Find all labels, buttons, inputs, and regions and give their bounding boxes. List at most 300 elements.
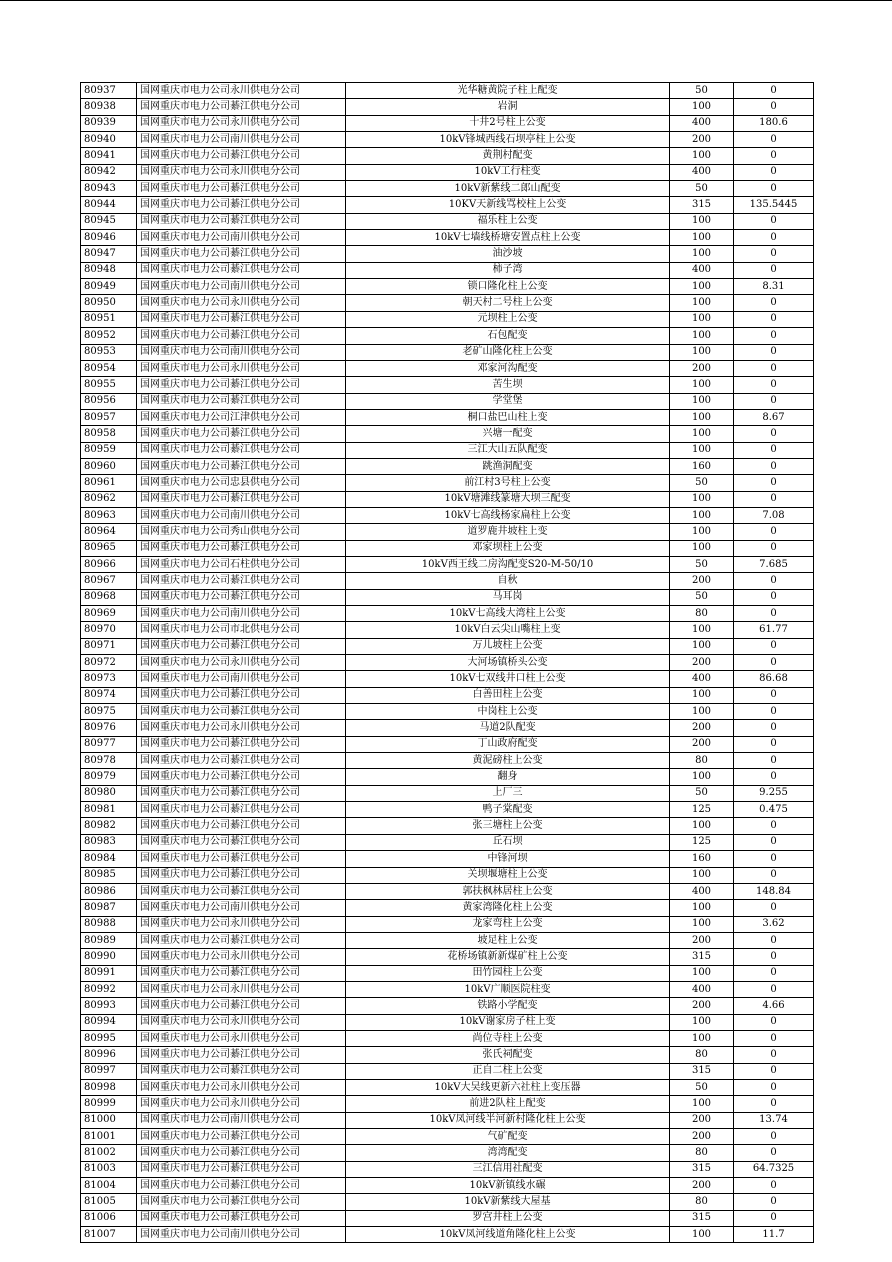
cell-company: 国网重庆市电力公司永川供电分公司 <box>137 1030 346 1046</box>
table-row <box>81 1145 814 1161</box>
cell-id: 80998 <box>81 1079 137 1095</box>
cell-value: 0 <box>734 753 814 769</box>
cell-value: 0 <box>734 132 814 148</box>
cell-capacity: 200 <box>670 360 734 376</box>
cell-company: 国网重庆市电力公司永川供电分公司 <box>137 115 346 131</box>
cell-value: 0 <box>734 524 814 540</box>
cell-id: 80980 <box>81 785 137 801</box>
cell-id: 80956 <box>81 393 137 409</box>
cell-capacity: 100 <box>670 1227 734 1243</box>
cell-capacity: 100 <box>670 507 734 523</box>
cell-transformer-name: 10kV凤河线道角隆化柱上公变 <box>346 1227 670 1243</box>
cell-transformer-name: 10kV七高线杨家扁柱上公变 <box>346 507 670 523</box>
cell-id: 81005 <box>81 1194 137 1210</box>
cell-transformer-name: 道罗鹿井坡柱上变 <box>346 524 670 540</box>
cell-transformer-name: 10kV新紫线二郎山配变 <box>346 181 670 197</box>
cell-transformer-name: 柿子湾 <box>346 262 670 278</box>
cell-capacity: 100 <box>670 524 734 540</box>
table-row <box>81 99 814 115</box>
cell-capacity: 50 <box>670 1079 734 1095</box>
cell-capacity: 100 <box>670 230 734 246</box>
cell-id: 80959 <box>81 442 137 458</box>
cell-company: 国网重庆市电力公司南川供电分公司 <box>137 344 346 360</box>
cell-value: 86.68 <box>734 671 814 687</box>
cell-company: 国网重庆市电力公司綦江供电分公司 <box>137 589 346 605</box>
cell-value: 0 <box>734 638 814 654</box>
cell-company: 国网重庆市电力公司南川供电分公司 <box>137 507 346 523</box>
cell-id: 80984 <box>81 851 137 867</box>
cell-transformer-name: 十井2号柱上公变 <box>346 115 670 131</box>
cell-transformer-name: 关坝堰塘柱上公变 <box>346 867 670 883</box>
cell-value: 0 <box>734 540 814 556</box>
cell-value: 0 <box>734 491 814 507</box>
cell-capacity: 315 <box>670 949 734 965</box>
table-row <box>81 1079 814 1095</box>
cell-transformer-name: 前江村3号柱上公变 <box>346 475 670 491</box>
cell-capacity: 400 <box>670 262 734 278</box>
cell-id: 80962 <box>81 491 137 507</box>
cell-id: 80997 <box>81 1063 137 1079</box>
cell-capacity: 400 <box>670 115 734 131</box>
cell-transformer-name: 10kV塘滩线篆塘大坝三配变 <box>346 491 670 507</box>
table-row <box>81 1096 814 1112</box>
table-row <box>81 1047 814 1063</box>
table-row <box>81 1161 814 1177</box>
cell-value: 0 <box>734 1047 814 1063</box>
cell-id: 80972 <box>81 655 137 671</box>
cell-transformer-name: 白善田柱上公变 <box>346 687 670 703</box>
table-row <box>81 834 814 850</box>
cell-capacity: 80 <box>670 753 734 769</box>
cell-capacity: 200 <box>670 132 734 148</box>
cell-value: 0 <box>734 736 814 752</box>
cell-company: 国网重庆市电力公司永川供电分公司 <box>137 655 346 671</box>
cell-capacity: 200 <box>670 1112 734 1128</box>
cell-id: 80965 <box>81 540 137 556</box>
cell-id: 80953 <box>81 344 137 360</box>
cell-transformer-name: 罗宫井柱上公变 <box>346 1210 670 1226</box>
cell-capacity: 50 <box>670 589 734 605</box>
table-row <box>81 1227 814 1243</box>
table-row <box>81 655 814 671</box>
cell-value: 0 <box>734 1194 814 1210</box>
table-row <box>81 704 814 720</box>
cell-transformer-name: 黄荆村配变 <box>346 148 670 164</box>
cell-transformer-name: 岩洞 <box>346 99 670 115</box>
table-row <box>81 965 814 981</box>
cell-capacity: 100 <box>670 1014 734 1030</box>
table-row <box>81 1014 814 1030</box>
cell-transformer-name: 黄泥磅柱上公变 <box>346 753 670 769</box>
cell-value: 0 <box>734 213 814 229</box>
cell-id: 80995 <box>81 1030 137 1046</box>
cell-transformer-name: 光华糖黄院子柱上配变 <box>346 83 670 99</box>
cell-id: 80974 <box>81 687 137 703</box>
cell-id: 81000 <box>81 1112 137 1128</box>
cell-transformer-name: 自秋 <box>346 573 670 589</box>
table-row <box>81 475 814 491</box>
cell-company: 国网重庆市电力公司綦江供电分公司 <box>137 1210 346 1226</box>
cell-value: 0 <box>734 867 814 883</box>
table-row <box>81 262 814 278</box>
cell-transformer-name: 大河场镇桥头公变 <box>346 655 670 671</box>
table-row <box>81 671 814 687</box>
cell-id: 80946 <box>81 230 137 246</box>
cell-id: 80988 <box>81 916 137 932</box>
table-row <box>81 458 814 474</box>
cell-company: 国网重庆市电力公司綦江供电分公司 <box>137 769 346 785</box>
cell-company: 国网重庆市电力公司綦江供电分公司 <box>137 818 346 834</box>
cell-capacity: 80 <box>670 606 734 622</box>
cell-company: 国网重庆市电力公司綦江供电分公司 <box>137 834 346 850</box>
cell-transformer-name: 10kV七双线井口柱上公变 <box>346 671 670 687</box>
table-row <box>81 589 814 605</box>
cell-transformer-name: 10kV广顺医院柱变 <box>346 981 670 997</box>
cell-id: 80985 <box>81 867 137 883</box>
cell-company: 国网重庆市电力公司永川供电分公司 <box>137 164 346 180</box>
cell-transformer-name: 鸭子棠配变 <box>346 802 670 818</box>
cell-capacity: 200 <box>670 573 734 589</box>
cell-capacity: 100 <box>670 687 734 703</box>
cell-transformer-name: 三江信用社配变 <box>346 1161 670 1177</box>
table-row <box>81 393 814 409</box>
transformer-table <box>80 82 814 1243</box>
cell-company: 国网重庆市电力公司綦江供电分公司 <box>137 246 346 262</box>
cell-id: 80969 <box>81 606 137 622</box>
cell-transformer-name: 三江大山五队配变 <box>346 442 670 458</box>
cell-capacity: 100 <box>670 442 734 458</box>
cell-value: 0 <box>734 458 814 474</box>
cell-capacity: 315 <box>670 1210 734 1226</box>
table-row <box>81 736 814 752</box>
cell-company: 国网重庆市电力公司綦江供电分公司 <box>137 1178 346 1194</box>
cell-company: 国网重庆市电力公司綦江供电分公司 <box>137 998 346 1014</box>
table-row <box>81 1030 814 1046</box>
cell-capacity: 50 <box>670 556 734 572</box>
cell-company: 国网重庆市电力公司南川供电分公司 <box>137 1112 346 1128</box>
cell-transformer-name: 石包配变 <box>346 328 670 344</box>
cell-id: 80971 <box>81 638 137 654</box>
cell-transformer-name: 10kV工行柱变 <box>346 164 670 180</box>
cell-company: 国网重庆市电力公司綦江供电分公司 <box>137 687 346 703</box>
table-row <box>81 181 814 197</box>
cell-value: 0 <box>734 1079 814 1095</box>
cell-company: 国网重庆市电力公司南川供电分公司 <box>137 230 346 246</box>
cell-value: 8.67 <box>734 409 814 425</box>
cell-company: 国网重庆市电力公司綦江供电分公司 <box>137 328 346 344</box>
cell-company: 国网重庆市电力公司綦江供电分公司 <box>137 213 346 229</box>
cell-transformer-name: 中锋河坝 <box>346 851 670 867</box>
cell-id: 81003 <box>81 1161 137 1177</box>
cell-id: 80937 <box>81 83 137 99</box>
cell-id: 80981 <box>81 802 137 818</box>
cell-id: 80991 <box>81 965 137 981</box>
cell-value: 0 <box>734 1129 814 1145</box>
cell-company: 国网重庆市电力公司永川供电分公司 <box>137 1079 346 1095</box>
cell-capacity: 80 <box>670 1194 734 1210</box>
cell-capacity: 100 <box>670 213 734 229</box>
cell-value: 9.255 <box>734 785 814 801</box>
cell-company: 国网重庆市电力公司南川供电分公司 <box>137 1227 346 1243</box>
cell-capacity: 100 <box>670 328 734 344</box>
cell-capacity: 200 <box>670 655 734 671</box>
table-row <box>81 115 814 131</box>
cell-value: 3.62 <box>734 916 814 932</box>
cell-value: 0 <box>734 1210 814 1226</box>
cell-id: 80999 <box>81 1096 137 1112</box>
table-row <box>81 540 814 556</box>
cell-company: 国网重庆市电力公司綦江供电分公司 <box>137 262 346 278</box>
table-row <box>81 1210 814 1226</box>
cell-company: 国网重庆市电力公司綦江供电分公司 <box>137 883 346 899</box>
cell-capacity: 100 <box>670 867 734 883</box>
cell-id: 80978 <box>81 753 137 769</box>
cell-value: 0 <box>734 83 814 99</box>
cell-transformer-name: 张氏祠配变 <box>346 1047 670 1063</box>
cell-company: 国网重庆市电力公司綦江供电分公司 <box>137 704 346 720</box>
cell-capacity: 315 <box>670 1161 734 1177</box>
cell-capacity: 100 <box>670 818 734 834</box>
cell-transformer-name: 朝天村二号柱上公变 <box>346 295 670 311</box>
cell-value: 0 <box>734 573 814 589</box>
table-row <box>81 720 814 736</box>
table-row <box>81 638 814 654</box>
cell-value: 0 <box>734 1030 814 1046</box>
cell-transformer-name: 10kV谢家房子柱上变 <box>346 1014 670 1030</box>
cell-transformer-name: 翻身 <box>346 769 670 785</box>
cell-id: 80944 <box>81 197 137 213</box>
table-row <box>81 524 814 540</box>
cell-transformer-name: 学堂堡 <box>346 393 670 409</box>
cell-transformer-name: 上厂三 <box>346 785 670 801</box>
cell-transformer-name: 锁口隆化柱上公变 <box>346 279 670 295</box>
cell-value: 0 <box>734 687 814 703</box>
cell-capacity: 160 <box>670 458 734 474</box>
cell-value: 0 <box>734 344 814 360</box>
cell-value: 7.08 <box>734 507 814 523</box>
cell-id: 80963 <box>81 507 137 523</box>
cell-value: 0 <box>734 932 814 948</box>
table-row <box>81 279 814 295</box>
cell-value: 0 <box>734 1096 814 1112</box>
cell-value: 0 <box>734 720 814 736</box>
cell-transformer-name: 丁山政府配变 <box>346 736 670 752</box>
table-row <box>81 1178 814 1194</box>
cell-value: 0 <box>734 949 814 965</box>
cell-capacity: 50 <box>670 785 734 801</box>
table-row <box>81 295 814 311</box>
table-row <box>81 900 814 916</box>
cell-transformer-name: 万儿坡柱上公变 <box>346 638 670 654</box>
cell-capacity: 80 <box>670 1047 734 1063</box>
cell-id: 80943 <box>81 181 137 197</box>
cell-value: 0 <box>734 246 814 262</box>
cell-company: 国网重庆市电力公司綦江供电分公司 <box>137 638 346 654</box>
table-row <box>81 606 814 622</box>
cell-company: 国网重庆市电力公司綦江供电分公司 <box>137 426 346 442</box>
cell-id: 80961 <box>81 475 137 491</box>
cell-company: 国网重庆市电力公司永川供电分公司 <box>137 949 346 965</box>
cell-transformer-name: 10kV七墙线桥塘安置点柱上公变 <box>346 230 670 246</box>
cell-capacity: 80 <box>670 1145 734 1161</box>
cell-company: 国网重庆市电力公司綦江供电分公司 <box>137 1161 346 1177</box>
cell-company: 国网重庆市电力公司綦江供电分公司 <box>137 753 346 769</box>
table-row <box>81 491 814 507</box>
cell-id: 80960 <box>81 458 137 474</box>
table-row <box>81 311 814 327</box>
cell-company: 国网重庆市电力公司綦江供电分公司 <box>137 197 346 213</box>
cell-company: 国网重庆市电力公司南川供电分公司 <box>137 900 346 916</box>
cell-capacity: 100 <box>670 638 734 654</box>
cell-transformer-name: 正自二柱上公变 <box>346 1063 670 1079</box>
cell-transformer-name: 龙家弯柱上公变 <box>346 916 670 932</box>
cell-company: 国网重庆市电力公司綦江供电分公司 <box>137 1129 346 1145</box>
table-row <box>81 1194 814 1210</box>
cell-id: 80942 <box>81 164 137 180</box>
cell-id: 80982 <box>81 818 137 834</box>
cell-capacity: 100 <box>670 279 734 295</box>
table-row <box>81 883 814 899</box>
cell-id: 80957 <box>81 409 137 425</box>
cell-id: 80947 <box>81 246 137 262</box>
cell-value: 0 <box>734 818 814 834</box>
cell-transformer-name: 前进2队柱上配变 <box>346 1096 670 1112</box>
cell-transformer-name: 10KV天新线骂校柱上公变 <box>346 197 670 213</box>
table-row <box>81 83 814 99</box>
cell-value: 7.685 <box>734 556 814 572</box>
cell-transformer-name: 10kV七高线大湾柱上公变 <box>346 606 670 622</box>
cell-transformer-name: 10kV新紫线大屋基 <box>346 1194 670 1210</box>
cell-capacity: 100 <box>670 1030 734 1046</box>
cell-value: 13.74 <box>734 1112 814 1128</box>
table-row <box>81 344 814 360</box>
cell-value: 11.7 <box>734 1227 814 1243</box>
cell-company: 国网重庆市电力公司綦江供电分公司 <box>137 1047 346 1063</box>
cell-capacity: 100 <box>670 99 734 115</box>
cell-company: 国网重庆市电力公司市北供电分公司 <box>137 622 346 638</box>
cell-transformer-name: 黄家湾隆化柱上公变 <box>346 900 670 916</box>
table-body <box>81 83 814 1243</box>
cell-company: 国网重庆市电力公司永川供电分公司 <box>137 720 346 736</box>
table-row <box>81 1112 814 1128</box>
cell-value: 0 <box>734 295 814 311</box>
cell-capacity: 100 <box>670 965 734 981</box>
cell-id: 80986 <box>81 883 137 899</box>
page-top-rule <box>0 0 892 1</box>
cell-capacity: 125 <box>670 802 734 818</box>
table-row <box>81 409 814 425</box>
table-row <box>81 556 814 572</box>
cell-value: 0 <box>734 164 814 180</box>
cell-company: 国网重庆市电力公司綦江供电分公司 <box>137 965 346 981</box>
cell-id: 80975 <box>81 704 137 720</box>
cell-capacity: 200 <box>670 932 734 948</box>
cell-capacity: 100 <box>670 622 734 638</box>
cell-transformer-name: 中岗柱上公变 <box>346 704 670 720</box>
cell-transformer-name: 10kV白云尖山嘴柱上变 <box>346 622 670 638</box>
cell-capacity: 100 <box>670 409 734 425</box>
table-row <box>81 377 814 393</box>
table-row <box>81 426 814 442</box>
cell-capacity: 100 <box>670 295 734 311</box>
cell-value: 0 <box>734 181 814 197</box>
cell-company: 国网重庆市电力公司永川供电分公司 <box>137 981 346 997</box>
cell-capacity: 50 <box>670 475 734 491</box>
cell-id: 80954 <box>81 360 137 376</box>
cell-transformer-name: 福乐柱上公变 <box>346 213 670 229</box>
cell-value: 0 <box>734 606 814 622</box>
cell-company: 国网重庆市电力公司綦江供电分公司 <box>137 181 346 197</box>
table-row <box>81 867 814 883</box>
table-row <box>81 998 814 1014</box>
cell-capacity: 100 <box>670 426 734 442</box>
cell-value: 0 <box>734 360 814 376</box>
cell-value: 135.5445 <box>734 197 814 213</box>
cell-company: 国网重庆市电力公司綦江供电分公司 <box>137 311 346 327</box>
cell-capacity: 100 <box>670 1096 734 1112</box>
cell-company: 国网重庆市电力公司綦江供电分公司 <box>137 573 346 589</box>
cell-company: 国网重庆市电力公司永川供电分公司 <box>137 295 346 311</box>
cell-transformer-name: 油沙坡 <box>346 246 670 262</box>
table-row <box>81 818 814 834</box>
cell-id: 80938 <box>81 99 137 115</box>
cell-id: 80939 <box>81 115 137 131</box>
cell-value: 0 <box>734 230 814 246</box>
cell-id: 81004 <box>81 1178 137 1194</box>
cell-capacity: 50 <box>670 181 734 197</box>
table-row <box>81 1063 814 1079</box>
cell-value: 0 <box>734 769 814 785</box>
cell-capacity: 400 <box>670 981 734 997</box>
cell-id: 80940 <box>81 132 137 148</box>
table-row <box>81 932 814 948</box>
cell-id: 80958 <box>81 426 137 442</box>
cell-company: 国网重庆市电力公司綦江供电分公司 <box>137 1063 346 1079</box>
cell-transformer-name: 桐口盐巴山柱上变 <box>346 409 670 425</box>
cell-capacity: 100 <box>670 704 734 720</box>
cell-transformer-name: 马耳岗 <box>346 589 670 605</box>
cell-id: 80955 <box>81 377 137 393</box>
cell-capacity: 100 <box>670 246 734 262</box>
table-row <box>81 360 814 376</box>
cell-value: 0 <box>734 426 814 442</box>
cell-company: 国网重庆市电力公司永川供电分公司 <box>137 360 346 376</box>
cell-transformer-name: 尚位寺柱上公变 <box>346 1030 670 1046</box>
cell-value: 0 <box>734 1178 814 1194</box>
cell-capacity: 125 <box>670 834 734 850</box>
cell-id: 80941 <box>81 148 137 164</box>
cell-value: 0 <box>734 475 814 491</box>
cell-id: 80990 <box>81 949 137 965</box>
cell-id: 80945 <box>81 213 137 229</box>
cell-value: 0 <box>734 655 814 671</box>
cell-capacity: 200 <box>670 998 734 1014</box>
cell-transformer-name: 老矿山隆化柱上公变 <box>346 344 670 360</box>
cell-capacity: 200 <box>670 720 734 736</box>
cell-value: 0 <box>734 589 814 605</box>
cell-transformer-name: 邓家坝柱上公变 <box>346 540 670 556</box>
cell-transformer-name: 马道2队配变 <box>346 720 670 736</box>
cell-transformer-name: 跳渔洞配变 <box>346 458 670 474</box>
cell-company: 国网重庆市电力公司永川供电分公司 <box>137 83 346 99</box>
cell-company: 国网重庆市电力公司忠县供电分公司 <box>137 475 346 491</box>
cell-company: 国网重庆市电力公司秀山供电分公司 <box>137 524 346 540</box>
cell-company: 国网重庆市电力公司南川供电分公司 <box>137 132 346 148</box>
cell-capacity: 100 <box>670 540 734 556</box>
cell-company: 国网重庆市电力公司綦江供电分公司 <box>137 491 346 507</box>
cell-capacity: 100 <box>670 491 734 507</box>
table-row <box>81 769 814 785</box>
